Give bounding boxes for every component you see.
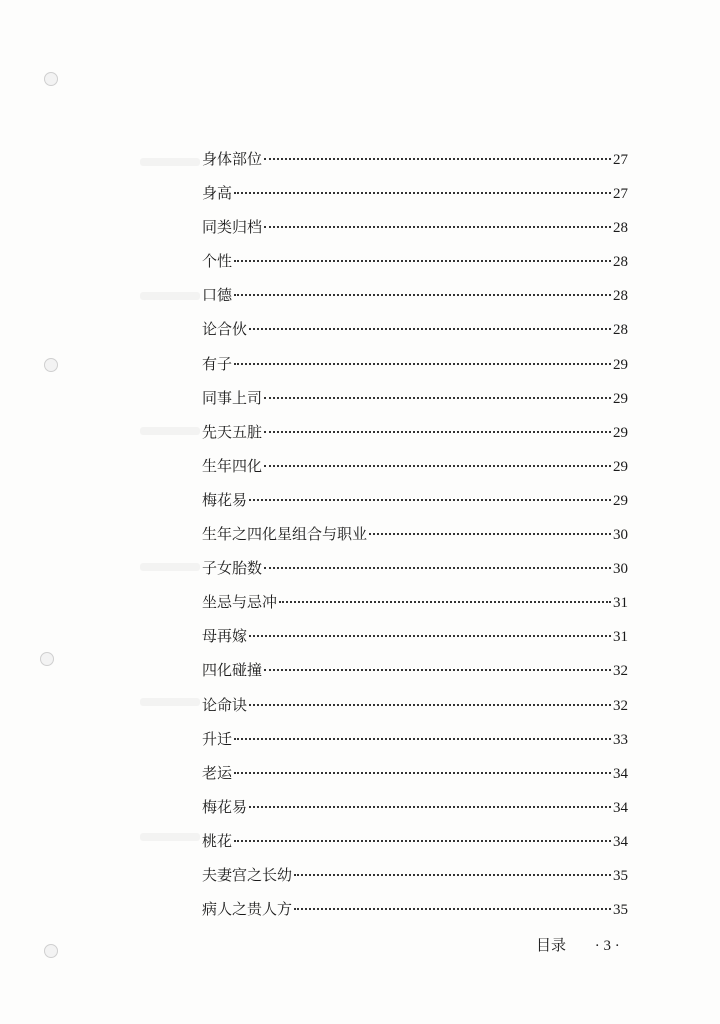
toc-entry[interactable]: [202, 858, 628, 892]
toc-entry[interactable]: [202, 551, 628, 585]
toc-dot-leader: [279, 601, 611, 603]
toc-entry-page-number: 28: [613, 322, 628, 339]
toc-entry-title: 坐忌与忌冲: [202, 593, 278, 612]
toc-dot-leader: [369, 533, 611, 535]
toc-entry-page-number: 34: [613, 799, 628, 816]
toc-dot-leader: [249, 328, 611, 330]
toc-dot-leader: [264, 158, 611, 160]
toc-dot-leader: [234, 260, 611, 262]
toc-entry-page-number: 31: [613, 595, 628, 612]
toc-entry[interactable]: [202, 142, 628, 176]
toc-entry-page-number: 35: [613, 902, 628, 919]
toc-entry-page-number: 28: [613, 254, 628, 271]
toc-entry[interactable]: [202, 756, 628, 790]
toc-entry-title: 老运: [202, 763, 233, 782]
toc-dot-leader: [264, 431, 611, 433]
scan-bleed-mark: [140, 158, 200, 166]
binding-hole-upper-mid: [44, 358, 58, 372]
toc-entry-page-number: 29: [613, 390, 628, 407]
toc-dot-leader: [234, 294, 611, 296]
toc-dot-leader: [294, 874, 611, 876]
toc-entry-page-number: 35: [613, 867, 628, 884]
toc-entry-title: 身高: [202, 184, 233, 203]
binding-hole-top: [44, 72, 58, 86]
toc-entry-title: 生年之四化星组合与职业: [202, 525, 368, 544]
footer-page-number: · 3 ·: [594, 938, 620, 954]
toc-entry-page-number: 29: [613, 458, 628, 475]
toc-entry[interactable]: [202, 824, 628, 858]
toc-entry[interactable]: [202, 312, 628, 346]
toc-dot-leader: [249, 806, 611, 808]
toc-entry[interactable]: [202, 722, 628, 756]
toc-dot-leader: [294, 908, 611, 910]
toc-entry[interactable]: [202, 449, 628, 483]
toc-dot-leader: [264, 226, 611, 228]
toc-entry-page-number: 28: [613, 288, 628, 305]
toc-entry-title: 子女胎数: [202, 559, 263, 578]
toc-entry[interactable]: [202, 517, 628, 551]
scan-bleed-mark: [140, 698, 200, 706]
toc-dot-leader: [234, 840, 611, 842]
toc-entry-title: 个性: [202, 252, 233, 271]
binding-hole-lower-mid: [40, 652, 54, 666]
toc-dot-leader: [234, 772, 611, 774]
toc-entry-title: 论合伙: [202, 320, 248, 339]
scan-bleed-mark: [140, 427, 200, 435]
toc-entry-page-number: 34: [613, 765, 628, 782]
toc-entry[interactable]: [202, 176, 628, 210]
toc-entry[interactable]: [202, 892, 628, 926]
toc-entry-page-number: 32: [613, 663, 628, 680]
toc-dot-leader: [249, 635, 611, 637]
toc-entry[interactable]: [202, 210, 628, 244]
toc-entry-title: 梅花易: [202, 797, 248, 816]
toc-entry-page-number: 28: [613, 220, 628, 237]
toc-dot-leader: [234, 363, 611, 365]
toc-entry-page-number: 34: [613, 833, 628, 850]
scan-bleed-mark: [140, 563, 200, 571]
toc-entry-title: 四化碰撞: [202, 661, 263, 680]
toc-dot-leader: [249, 499, 611, 501]
toc-entry[interactable]: [202, 415, 628, 449]
binding-hole-bottom: [44, 944, 58, 958]
footer-section-label: 目录: [536, 936, 567, 954]
scan-bleed-mark: [140, 292, 200, 300]
toc-entry-title: 同类归档: [202, 218, 263, 237]
toc-entry-page-number: 32: [613, 697, 628, 714]
toc-entry[interactable]: [202, 278, 628, 312]
scan-bleed-mark: [140, 833, 200, 841]
table-of-contents: [202, 142, 628, 926]
toc-entry-page-number: 27: [613, 186, 628, 203]
toc-entry-page-number: 33: [613, 731, 628, 748]
toc-entry[interactable]: [202, 585, 628, 619]
toc-dot-leader: [234, 738, 611, 740]
toc-dot-leader: [264, 567, 611, 569]
toc-entry-title: 桃花: [202, 831, 233, 850]
toc-entry-page-number: 31: [613, 629, 628, 646]
toc-entry-title: 先天五脏: [202, 422, 263, 441]
toc-entry[interactable]: [202, 688, 628, 722]
page-footer: [536, 934, 620, 955]
toc-entry-title: 病人之贵人方: [202, 900, 293, 919]
toc-entry-page-number: 29: [613, 492, 628, 509]
toc-entry[interactable]: [202, 244, 628, 278]
toc-entry-title: 夫妻宫之长幼: [202, 865, 293, 884]
toc-dot-leader: [234, 192, 611, 194]
toc-entry-title: 生年四化: [202, 456, 263, 475]
toc-entry[interactable]: [202, 790, 628, 824]
toc-entry[interactable]: [202, 653, 628, 687]
toc-entry-title: 同事上司: [202, 388, 263, 407]
toc-entry-title: 口德: [202, 286, 233, 305]
toc-entry-page-number: 30: [613, 527, 628, 544]
toc-dot-leader: [264, 669, 611, 671]
toc-entry-page-number: 29: [613, 356, 628, 373]
toc-entry[interactable]: [202, 483, 628, 517]
toc-entry[interactable]: [202, 381, 628, 415]
toc-dot-leader: [249, 704, 611, 706]
toc-entry[interactable]: [202, 619, 628, 653]
toc-entry-title: 论命诀: [202, 695, 248, 714]
toc-entry-title: 身体部位: [202, 150, 263, 168]
toc-entry-title: 梅花易: [202, 490, 248, 509]
toc-dot-leader: [264, 397, 611, 399]
toc-entry[interactable]: [202, 347, 628, 381]
toc-entry-page-number: 30: [613, 561, 628, 578]
toc-entry-title: 升迁: [202, 729, 233, 748]
toc-dot-leader: [264, 465, 611, 467]
toc-entry-title: 有子: [202, 354, 233, 373]
toc-entry-title: 母再嫁: [202, 627, 248, 646]
toc-entry-page-number: 27: [613, 152, 628, 168]
toc-entry-page-number: 29: [613, 424, 628, 441]
